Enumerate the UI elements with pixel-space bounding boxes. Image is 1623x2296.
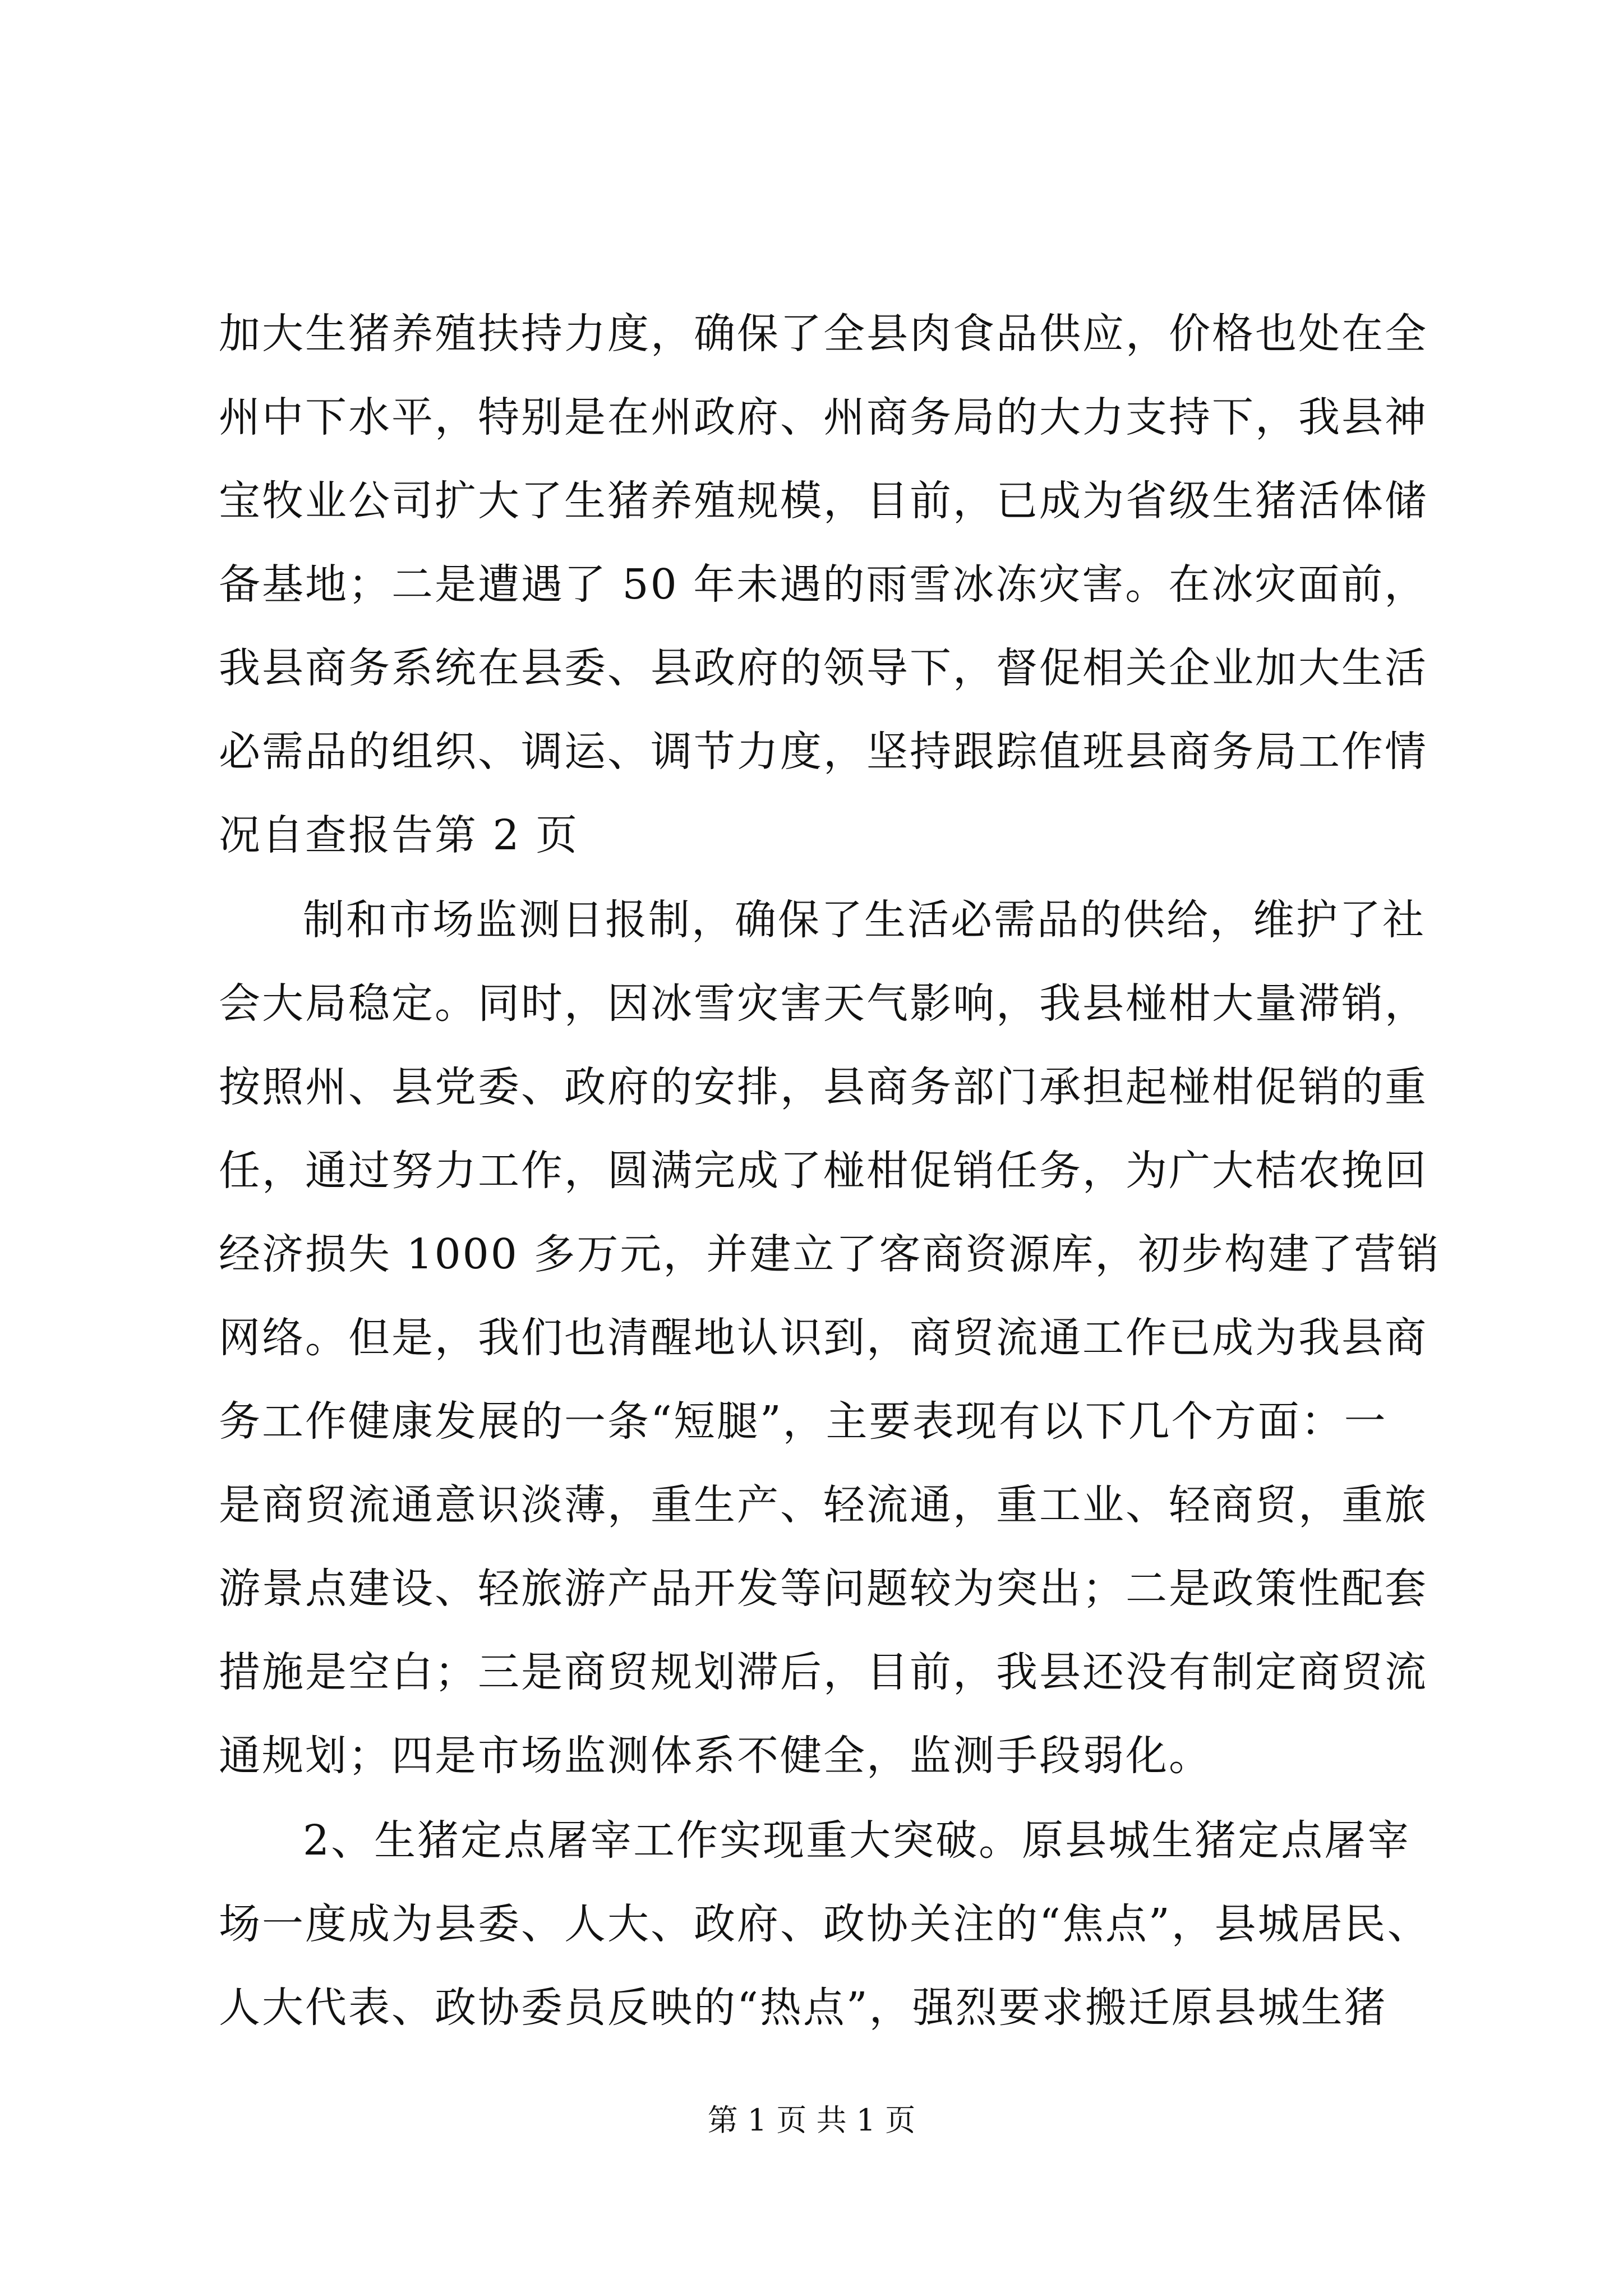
- text-line: 通规划；四是市场监测体系不健全，监测手段弱化。: [219, 1732, 1212, 1780]
- text-line: 备基地；二是遭遇了 50 年未遇的雨雪冰冻灾害。在冰灾面前，: [219, 560, 1428, 609]
- text-line: 制和市场监测日报制，确保了生活必需品的供给，维护了社: [303, 896, 1426, 944]
- text-line: 我县商务系统在县委、县政府的领导下，督促相关企业加大生活: [219, 644, 1428, 692]
- text-line: 经济损失 1000 多万元，并建立了客商资源库，初步构建了营销: [219, 1230, 1441, 1278]
- text-line: 人大代表、政协委员反映的“热点”，强烈要求搬迁原县城生猪: [219, 1984, 1387, 2032]
- text-line: 加大生猪养殖扶持力度，确保了全县肉食品供应，价格也处在全: [219, 310, 1428, 358]
- text-line: 况自查报告第 2 页: [219, 811, 579, 859]
- text-line: 措施是空白；三是商贸规划滞后，目前，我县还没有制定商贸流: [219, 1648, 1428, 1696]
- text-line: 务工作健康发展的一条“短腿”，主要表现有以下几个方面：一: [219, 1397, 1387, 1446]
- text-line: 任，通过努力工作，圆满完成了椪柑促销任务，为广大桔农挽回: [219, 1147, 1428, 1195]
- text-line: 会大局稳定。同时，因冰雪灾害天气影响，我县椪柑大量滞销，: [219, 979, 1428, 1028]
- text-line: 州中下水平，特别是在州政府、州商务局的大力支持下，我县神: [219, 393, 1428, 441]
- text-line: 是商贸流通意识淡薄，重生产、轻流通，重工业、轻商贸，重旅: [219, 1481, 1428, 1529]
- text-line: 2、生猪定点屠宰工作实现重大突破。原县城生猪定点屠宰: [303, 1816, 1411, 1865]
- page-footer: 第 1 页 共 1 页: [707, 2102, 916, 2138]
- text-line: 网络。但是，我们也清醒地认识到，商贸流通工作已成为我县商: [219, 1314, 1428, 1362]
- text-line: 按照州、县党委、政府的安排，县商务部门承担起椪柑促销的重: [219, 1063, 1428, 1111]
- text-line: 必需品的组织、调运、调节力度，坚持跟踪值班县商务局工作情: [219, 728, 1428, 776]
- text-line: 游景点建设、轻旅游产品开发等问题较为突出；二是政策性配套: [219, 1565, 1428, 1613]
- text-line: 宝牧业公司扩大了生猪养殖规模，目前，已成为省级生猪活体储: [219, 477, 1428, 525]
- text-line: 场一度成为县委、人大、政府、政协关注的“焦点”，县城居民、: [219, 1900, 1431, 1948]
